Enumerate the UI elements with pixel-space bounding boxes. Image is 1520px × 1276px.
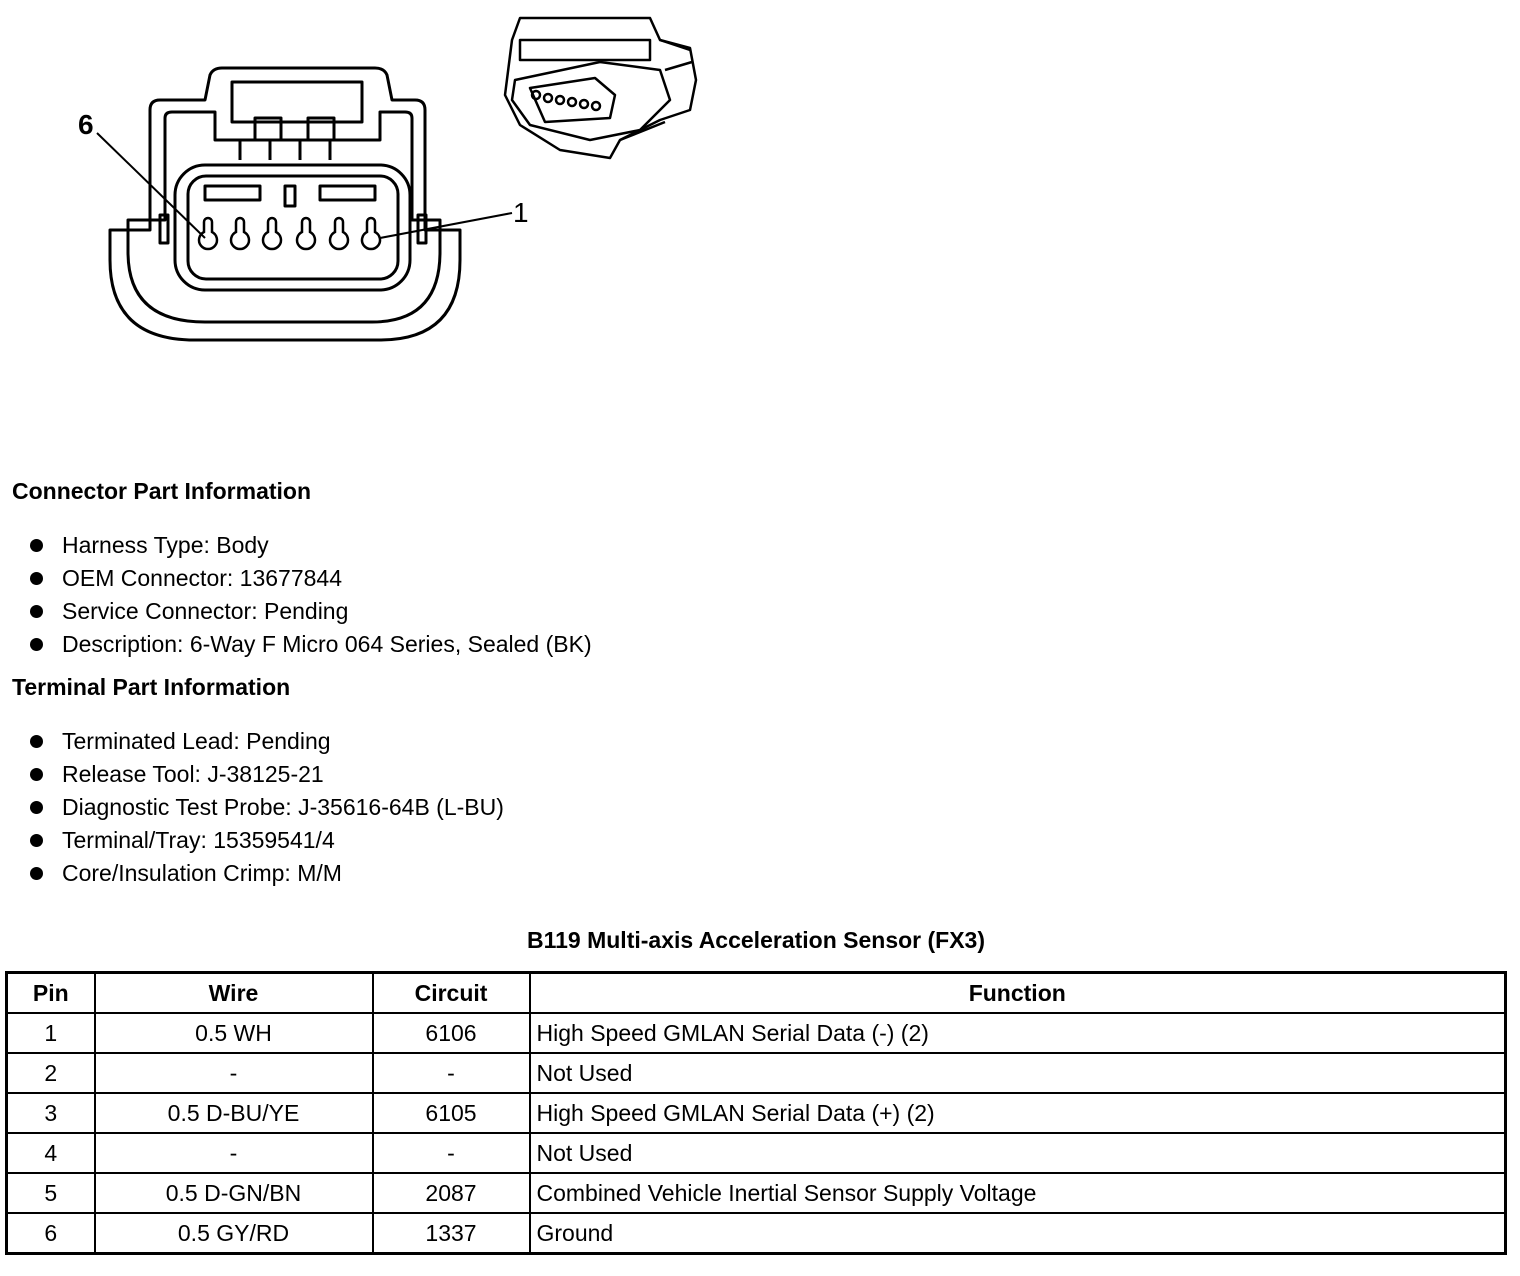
list-item: Terminated Lead: Pending — [28, 725, 504, 758]
table-header-row — [7, 973, 1506, 1014]
circuit-cell: - — [373, 1133, 530, 1173]
pin-cell: 6 — [7, 1213, 95, 1254]
list-item: Harness Type: Body — [28, 529, 592, 562]
column-header-pin: Pin — [7, 973, 95, 1014]
wire-cell: 0.5 D-GN/BN — [95, 1173, 373, 1213]
pin-cell: 5 — [7, 1173, 95, 1213]
list-item: Service Connector: Pending — [28, 595, 592, 628]
connector-info-list — [28, 529, 592, 661]
pin-terminal-1 — [362, 218, 380, 249]
pin-terminal-2 — [330, 218, 348, 249]
list-item: Core/Insulation Crimp: M/M — [28, 857, 504, 890]
list-item: Description: 6-Way F Micro 064 Series, Sealed (BK) — [28, 628, 592, 661]
list-item: Diagnostic Test Probe: J-35616-64B (L-BU) — [28, 791, 504, 824]
function-cell: High Speed GMLAN Serial Data (+) (2) — [530, 1093, 1506, 1133]
table-row — [7, 1093, 1506, 1133]
wire-cell: - — [95, 1133, 373, 1173]
wire-cell: 0.5 D-BU/YE — [95, 1093, 373, 1133]
table-row — [7, 1133, 1506, 1173]
wire-cell: 0.5 GY/RD — [95, 1213, 373, 1254]
wire-cell: 0.5 WH — [95, 1013, 373, 1053]
circuit-cell: 2087 — [373, 1173, 530, 1213]
connector-face-diagram — [0, 0, 760, 400]
list-item: Terminal/Tray: 15359541/4 — [28, 824, 504, 857]
pin-cell: 1 — [7, 1013, 95, 1053]
table-row — [7, 1213, 1506, 1254]
connector-isometric-sketch — [505, 18, 696, 158]
pin-cell: 2 — [7, 1053, 95, 1093]
wire-cell: - — [95, 1053, 373, 1093]
function-cell: Ground — [530, 1213, 1506, 1254]
terminal-info-list — [28, 725, 504, 890]
circuit-cell: 6106 — [373, 1013, 530, 1053]
column-header-wire: Wire — [95, 973, 373, 1014]
table-row — [7, 1013, 1506, 1053]
pin-terminal-4 — [263, 218, 281, 249]
connector-latch — [232, 82, 362, 122]
circuit-cell: 6105 — [373, 1093, 530, 1133]
table-title: B119 Multi-axis Acceleration Sensor (FX3) — [526, 927, 986, 953]
pin-terminal-5 — [231, 218, 249, 249]
column-header-circuit: Circuit — [373, 973, 530, 1014]
terminal-info-heading: Terminal Part Information — [12, 674, 291, 700]
pin-terminal-3 — [297, 218, 315, 249]
circuit-cell: 1337 — [373, 1213, 530, 1254]
list-item: Release Tool: J-38125-21 — [28, 758, 504, 791]
table-row — [7, 1053, 1506, 1093]
circuit-cell: - — [373, 1053, 530, 1093]
pin-cell: 3 — [7, 1093, 95, 1133]
pin-cell: 4 — [7, 1133, 95, 1173]
pin-1-label: 1 — [513, 197, 529, 228]
table-row — [7, 1173, 1506, 1213]
function-cell: Not Used — [530, 1133, 1506, 1173]
function-cell: Combined Vehicle Inertial Sensor Supply Voltage — [530, 1173, 1506, 1213]
connector-info-heading: Connector Part Information — [12, 478, 312, 504]
pin-6-label: 6 — [78, 109, 94, 140]
column-header-function: Function — [530, 973, 1506, 1014]
function-cell: Not Used — [530, 1053, 1506, 1093]
pinout-table — [5, 971, 1507, 1255]
function-cell: High Speed GMLAN Serial Data (-) (2) — [530, 1013, 1506, 1053]
list-item: OEM Connector: 13677844 — [28, 562, 592, 595]
